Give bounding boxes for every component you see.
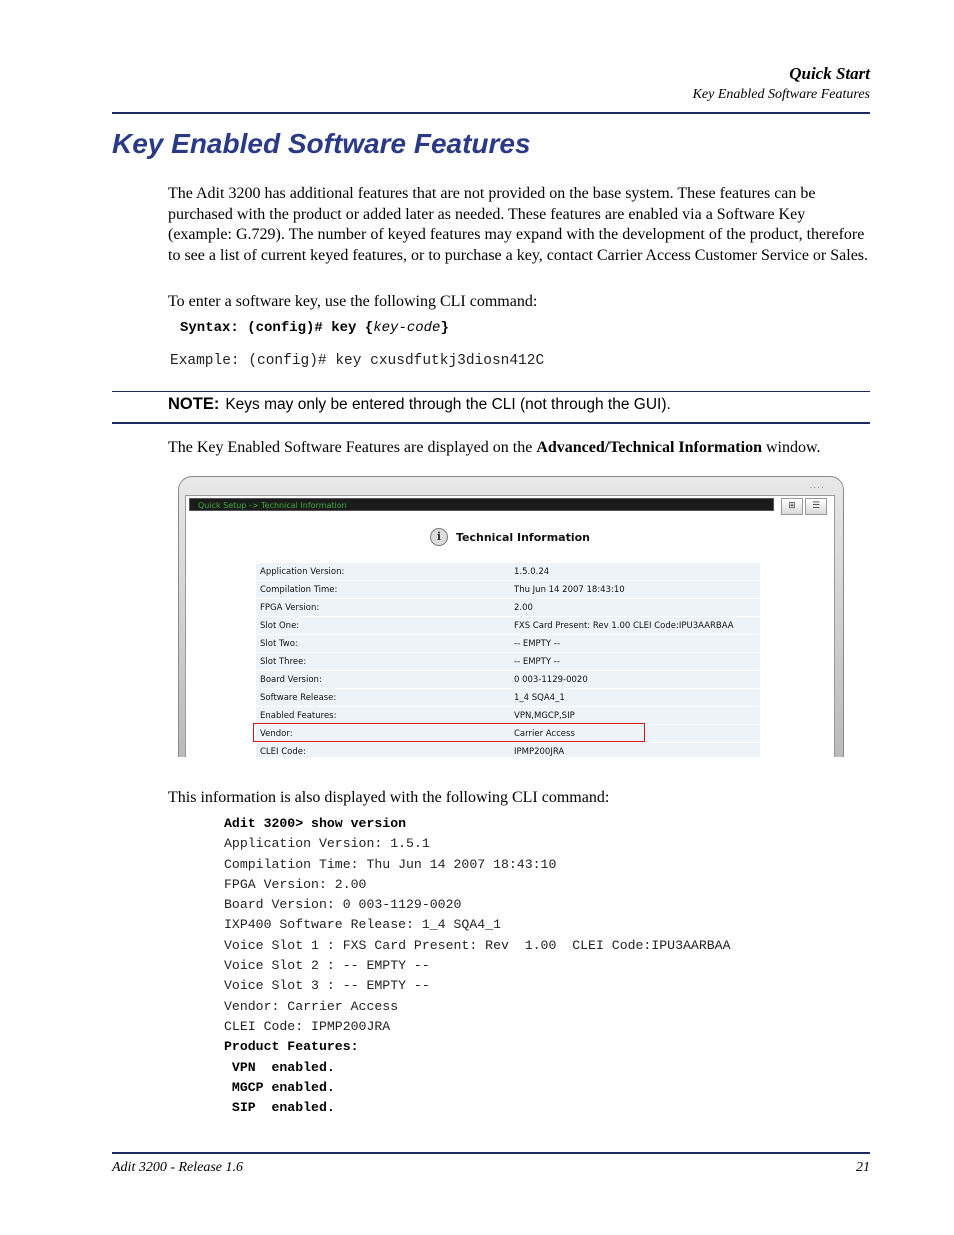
info-value: -- EMPTY -- [510, 653, 760, 670]
window-name: Advanced/Technical Information [536, 439, 762, 456]
cli-line: FPGA Version: 2.00 [224, 876, 367, 892]
info-key: Board Version: [256, 671, 510, 688]
cli-command: Adit 3200> show version [224, 816, 407, 831]
technical-information-screenshot [178, 476, 844, 757]
info-value: VPN,MGCP,SIP [510, 707, 760, 724]
info-row [256, 689, 760, 706]
list-icon[interactable]: ☰ [805, 498, 827, 515]
info-key: Vendor: [256, 725, 510, 742]
features-label: Product Features: [224, 1039, 359, 1055]
info-value: 2.00 [510, 599, 760, 616]
cli-feature-line: SIP enabled. [224, 1100, 335, 1116]
cli-line: IXP400 Software Release: 1_4 SQA4_1 [224, 917, 501, 933]
info-key: Slot One: [256, 617, 510, 634]
info-value: 1_4 SQA4_1 [510, 689, 760, 706]
info-key: Slot Three: [256, 653, 510, 670]
syntax-command: (config)# key { [247, 320, 374, 336]
footer-rule [112, 1152, 870, 1154]
info-row [256, 743, 760, 757]
cli-line: Application Version: 1.5.1 [224, 836, 430, 852]
info-key: Software Release: [256, 689, 510, 706]
info-row [256, 671, 760, 688]
note-rule-bottom [112, 422, 870, 424]
info-value: 1.5.0.24 [510, 563, 760, 580]
info-value: IPMP200JRA [510, 743, 760, 757]
displayed-before: The Key Enabled Software Features are displayed on the [168, 439, 537, 456]
info-key: Compilation Time: [256, 581, 510, 598]
info-row [256, 707, 760, 724]
breadcrumb[interactable]: Quick Setup -> Technical Information [189, 498, 774, 511]
note-text: Keys may only be entered through the CLI (not through the GUI). [225, 396, 671, 413]
note [168, 395, 671, 414]
displayed-after: window. [761, 439, 821, 456]
syntax-line [180, 320, 449, 336]
info-key: Slot Two: [256, 635, 510, 652]
syntax-close: } [440, 320, 449, 336]
info-row [256, 617, 760, 634]
running-header-section: Quick Start [789, 64, 870, 83]
note-label: NOTE: [168, 395, 220, 413]
info-value: 0 003-1129-0020 [510, 671, 760, 688]
enter-key-paragraph: To enter a software key, use the following CLI command: [168, 293, 538, 310]
cli-line: Vendor: Carrier Access [224, 998, 399, 1014]
cli-output [224, 814, 730, 1118]
info-row [256, 599, 760, 616]
panel-title: Technical Information [456, 531, 590, 544]
syntax-argument: key-code [373, 320, 441, 336]
cli-feature-line: MGCP enabled. [224, 1079, 335, 1095]
info-value: Thu Jun 14 2007 18:43:10 [510, 581, 760, 598]
window-content [185, 495, 835, 757]
cli-line: Compilation Time: Thu Jun 14 2007 18:43:10 [224, 856, 557, 872]
info-value: Carrier Access [510, 725, 760, 742]
grip-dots: .... [809, 481, 825, 491]
example-line: Example: (config)# key cxusdfutkj3diosn412C [170, 353, 545, 369]
info-row [256, 581, 760, 598]
info-key: Application Version: [256, 563, 510, 580]
intro-paragraph: The Adit 3200 has additional features that are not provided on the base system. These features can be purchased with the product or added later as needed. These features are enabled via a Software Key (example: G.729). The number of keyed features may expand with the development of the product, therefore to see a list of current keyed features, or to purchase a key, contact Carrier Access Customer Service or Sales. [168, 185, 869, 264]
running-header-subsection: Key Enabled Software Features [692, 87, 870, 102]
enabled-features-highlight [253, 723, 645, 742]
info-value: -- EMPTY -- [510, 635, 760, 652]
cli-line: Voice Slot 3 : -- EMPTY -- [224, 978, 430, 994]
info-key: CLEI Code: [256, 743, 510, 757]
cli-line: Voice Slot 2 : -- EMPTY -- [224, 958, 430, 974]
page-number: 21 [856, 1160, 870, 1175]
info-key: FPGA Version: [256, 599, 510, 616]
syntax-label: Syntax: [180, 320, 239, 336]
cli-line: CLEI Code: IPMP200JRA [224, 1018, 391, 1034]
info-row [256, 653, 760, 670]
info-row [256, 635, 760, 652]
footer-release: Adit 3200 - Release 1.6 [112, 1160, 244, 1175]
header-rule [112, 112, 870, 114]
sitemap-icon[interactable]: ⊞ [781, 498, 803, 515]
cli-lines [224, 834, 730, 1037]
cli-line: Voice Slot 1 : FXS Card Present: Rev 1.00 CLEI Code:IPU3AARBAA [224, 937, 731, 953]
page-heading: Key Enabled Software Features [112, 128, 531, 159]
also-paragraph: This information is also displayed with the following CLI command: [168, 789, 610, 806]
info-key: Enabled Features: [256, 707, 510, 724]
info-value: FXS Card Present: Rev 1.00 CLEI Code:IPU3AARBAA [510, 617, 760, 634]
cli-features [224, 1058, 730, 1119]
info-icon: i [430, 528, 448, 546]
note-rule-top [112, 391, 870, 392]
window-frame [178, 476, 844, 757]
displayed-paragraph [168, 438, 870, 459]
cli-line: Board Version: 0 003-1129-0020 [224, 897, 462, 913]
info-row [256, 563, 760, 580]
cli-feature-line: VPN enabled. [224, 1059, 335, 1075]
